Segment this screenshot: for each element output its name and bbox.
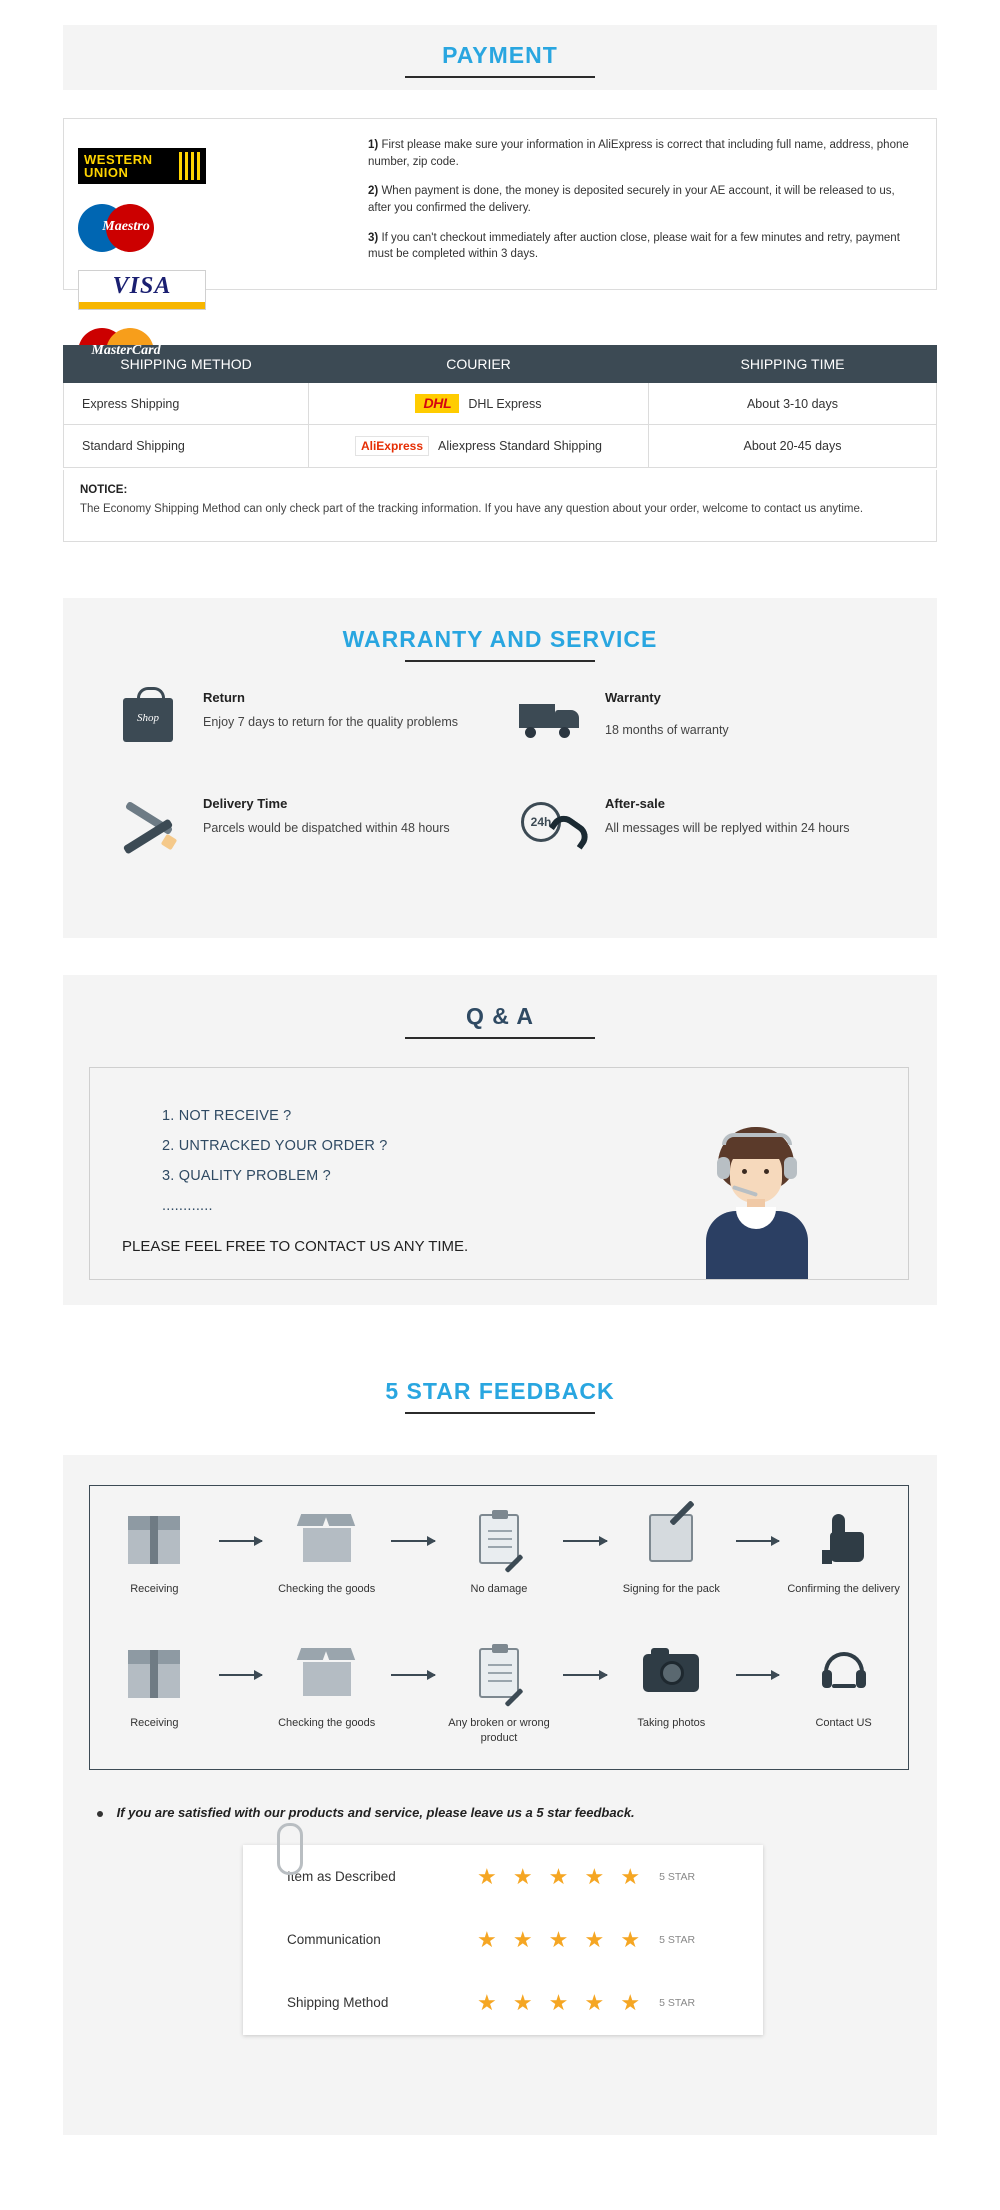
payment-paragraph-1-text: First please make sure your information in AliExpress is correct that including full name, address, phone number, zip code. — [368, 139, 909, 168]
list-item: 2. UNTRACKED YOUR ORDER ? — [162, 1138, 388, 1154]
maestro-wordmark: Maestro — [102, 219, 150, 234]
clipboard-icon — [435, 1512, 564, 1574]
list-item: 1. NOT RECEIVE ? — [162, 1108, 292, 1124]
warranty-item-warranty — [515, 690, 897, 752]
payment-paragraph-2 — [368, 183, 914, 216]
aliexpress-courier-cell — [309, 436, 648, 456]
shop-bag-label: Shop — [137, 712, 159, 724]
closed-box-icon — [90, 1512, 219, 1574]
warranty-item-after-sale-title: After-sale — [605, 796, 665, 811]
payment-info-box — [63, 118, 937, 358]
shipping-row-1-method: Express Shipping — [64, 383, 309, 425]
feedback-flow-row-1 — [90, 1512, 908, 1597]
shipping-header-courier: COURIER — [309, 346, 649, 383]
flow-step-contact-us — [779, 1646, 908, 1731]
thumbs-up-icon — [779, 1512, 908, 1574]
warranty-section — [63, 598, 937, 938]
arrow-icon — [391, 1674, 435, 1676]
open-box-icon — [262, 1512, 391, 1574]
headset-icon — [779, 1646, 908, 1708]
flow-step-label: Signing for the pack — [622, 1583, 720, 1595]
qa-title: Q & A — [465, 1003, 535, 1029]
flow-step-taking-photos — [607, 1646, 736, 1731]
open-box-icon — [262, 1646, 391, 1708]
shipping-notice — [63, 470, 937, 542]
payment-logo-group — [64, 119, 354, 358]
western-union-line2: UNION — [84, 165, 129, 180]
rating-label: Item as Described — [287, 1869, 396, 1884]
rating-label: Shipping Method — [287, 1995, 389, 2010]
arrow-icon — [563, 1540, 607, 1542]
tools-icon — [113, 796, 185, 858]
shipping-row-2-courier — [309, 425, 649, 468]
western-union-bars-icon — [179, 152, 201, 180]
clipboard-cross-icon — [435, 1646, 564, 1708]
rating-row-communication — [243, 1908, 763, 1971]
payment-title-rule — [405, 76, 595, 78]
warranty-title-block — [63, 626, 937, 662]
closed-box-icon — [90, 1646, 219, 1708]
shipping-header-method: SHIPPING METHOD — [64, 346, 309, 383]
shipping-notice-title: NOTICE: — [80, 484, 128, 496]
shipping-notice-text: The Economy Shipping Method can only check part of the tracking information. If you have any question about your order, welcome to contact us anytime. — [80, 503, 864, 516]
flow-step-receiving-2 — [90, 1646, 219, 1731]
feedback-section — [63, 1455, 937, 2135]
flow-step-no-damage — [435, 1512, 564, 1597]
table-row — [64, 425, 937, 468]
feedback-note — [97, 1805, 907, 1820]
flow-step-label: Checking the goods — [278, 1717, 376, 1729]
arrow-icon — [391, 1540, 435, 1542]
feedback-title-block — [63, 1378, 937, 1414]
western-union-logo — [78, 148, 206, 184]
star-rating: ★ ★ ★ ★ ★ — [477, 1989, 646, 2015]
warranty-item-warranty-desc: 18 months of warranty — [605, 723, 729, 737]
star-rating: ★ ★ ★ ★ ★ — [477, 1863, 646, 1889]
shipping-row-2-time: About 20-45 days — [649, 425, 937, 468]
shipping-row-1-time: About 3-10 days — [649, 383, 937, 425]
visa-logo — [78, 270, 206, 310]
qa-question-list — [122, 1108, 388, 1228]
payment-title: PAYMENT — [442, 42, 558, 68]
aliexpress-logo: AliExpress — [355, 436, 429, 456]
arrow-icon — [736, 1540, 780, 1542]
camera-icon — [607, 1646, 736, 1708]
shipping-header-time: SHIPPING TIME — [649, 346, 937, 383]
qa-title-rule — [405, 1037, 595, 1039]
flow-step-label: Any broken or wrong product — [448, 1717, 550, 1744]
arrow-icon — [219, 1674, 263, 1676]
arrow-icon — [736, 1674, 780, 1676]
flow-step-label: Receiving — [130, 1717, 179, 1729]
shipping-row-2-method: Standard Shipping — [64, 425, 309, 468]
warranty-item-delivery-desc: Parcels would be dispatched within 48 hours — [203, 821, 450, 835]
phone-24h-icon — [515, 796, 587, 858]
payment-paragraph-2-num: 2) — [368, 185, 379, 198]
rating-label: Communication — [287, 1932, 381, 1947]
flow-step-label: Checking the goods — [278, 1583, 376, 1595]
flow-step-checking-2 — [262, 1646, 391, 1731]
shipping-row-1-courier — [309, 383, 649, 425]
warranty-items-grid — [113, 690, 897, 858]
visa-gold-bar — [79, 302, 205, 309]
western-union-logo-cell — [78, 135, 223, 197]
feedback-flow-row-2 — [90, 1646, 908, 1746]
bullet-icon — [97, 1811, 103, 1817]
flow-step-signing — [607, 1512, 736, 1597]
qa-content-box — [89, 1067, 909, 1280]
payment-paragraph-3-num: 3) — [368, 231, 379, 244]
qa-title-block — [63, 1003, 937, 1039]
star-rating-label: 5 STAR — [659, 1996, 696, 2009]
shipping-table-header-row — [64, 346, 937, 383]
star-rating-label: 5 STAR — [659, 1870, 696, 1883]
rating-card — [243, 1845, 763, 2035]
visa-logo-cell — [78, 259, 223, 321]
feedback-title-rule — [405, 1412, 595, 1414]
flow-step-label: Contact US — [815, 1717, 872, 1729]
shopping-bag-icon — [113, 690, 185, 752]
truck-icon — [515, 690, 587, 752]
mastercard-wordmark: MasterCard — [91, 343, 161, 358]
qa-ellipsis: ............ — [162, 1198, 213, 1214]
star-rating-label: 5 STAR — [659, 1933, 696, 1946]
payment-paragraph-1 — [368, 137, 914, 170]
dhl-courier-cell — [309, 394, 648, 413]
rating-row-item-as-described — [243, 1845, 763, 1908]
warranty-item-return-title: Return — [203, 690, 245, 705]
warranty-item-return-desc: Enjoy 7 days to return for the quality problems — [203, 715, 458, 729]
arrow-icon — [563, 1674, 607, 1676]
flow-step-label: Confirming the delivery — [787, 1583, 900, 1595]
warranty-item-delivery-time — [113, 796, 495, 858]
flow-step-label: No damage — [470, 1583, 528, 1595]
paperclip-icon — [277, 1823, 303, 1875]
dhl-logo: DHL — [415, 394, 459, 413]
payment-instructions — [354, 119, 936, 289]
visa-wordmark: VISA — [112, 273, 172, 299]
payment-paragraph-1-num: 1) — [368, 139, 379, 151]
flow-step-broken-product — [435, 1646, 564, 1746]
signature-pad-icon — [607, 1512, 736, 1574]
list-item: 3. QUALITY PROBLEM ? — [162, 1168, 331, 1184]
aliexpress-courier-label: Aliexpress Standard Shipping — [438, 439, 603, 454]
maestro-logo — [78, 201, 174, 255]
star-rating: ★ ★ ★ ★ ★ — [477, 1926, 646, 1952]
qa-contact-cta: PLEASE FEEL FREE TO CONTACT US ANY TIME. — [122, 1238, 469, 1255]
payment-title-block — [63, 42, 937, 78]
arrow-icon — [219, 1540, 263, 1542]
flow-step-receiving-1 — [90, 1512, 219, 1597]
flow-step-label: Receiving — [130, 1583, 179, 1595]
payment-paragraph-3 — [368, 230, 914, 263]
support-agent-avatar — [692, 1119, 822, 1279]
warranty-item-delivery-title: Delivery Time — [203, 796, 288, 811]
feedback-flow-box — [89, 1485, 909, 1770]
warranty-title: WARRANTY AND SERVICE — [342, 626, 658, 652]
payment-paragraph-3-text: If you can't checkout immediately after auction close, please wait for a few minutes and retry, payment must be completed within 3 days. — [368, 231, 900, 261]
table-row — [64, 383, 937, 425]
headset-band-icon — [722, 1133, 792, 1145]
qa-section — [63, 975, 937, 1305]
phone-24h-label: 24h — [521, 802, 561, 842]
feedback-title: 5 STAR FEEDBACK — [385, 1378, 615, 1404]
payment-paragraph-2-text: When payment is done, the money is deposited securely in your AE account, it will be released to us, after you confirmed the delivery. — [368, 185, 895, 215]
warranty-item-after-sale-desc: All messages will be replyed within 24 hours — [605, 821, 850, 835]
warranty-item-after-sale — [515, 796, 897, 858]
flow-step-label: Taking photos — [637, 1717, 706, 1729]
flow-step-checking-1 — [262, 1512, 391, 1597]
warranty-item-warranty-title: Warranty — [605, 690, 661, 705]
feedback-note-text: If you are satisfied with our products and service, please leave us a 5 star feedback. — [116, 1805, 635, 1820]
warranty-item-return — [113, 690, 495, 752]
shipping-method-table — [63, 345, 937, 468]
maestro-logo-cell — [78, 197, 223, 259]
warranty-title-rule — [405, 660, 595, 662]
flow-step-confirming — [779, 1512, 908, 1597]
western-union-line1: WESTERN — [84, 152, 153, 167]
dhl-courier-label: DHL Express — [468, 396, 542, 411]
rating-row-shipping-method — [243, 1971, 763, 2034]
